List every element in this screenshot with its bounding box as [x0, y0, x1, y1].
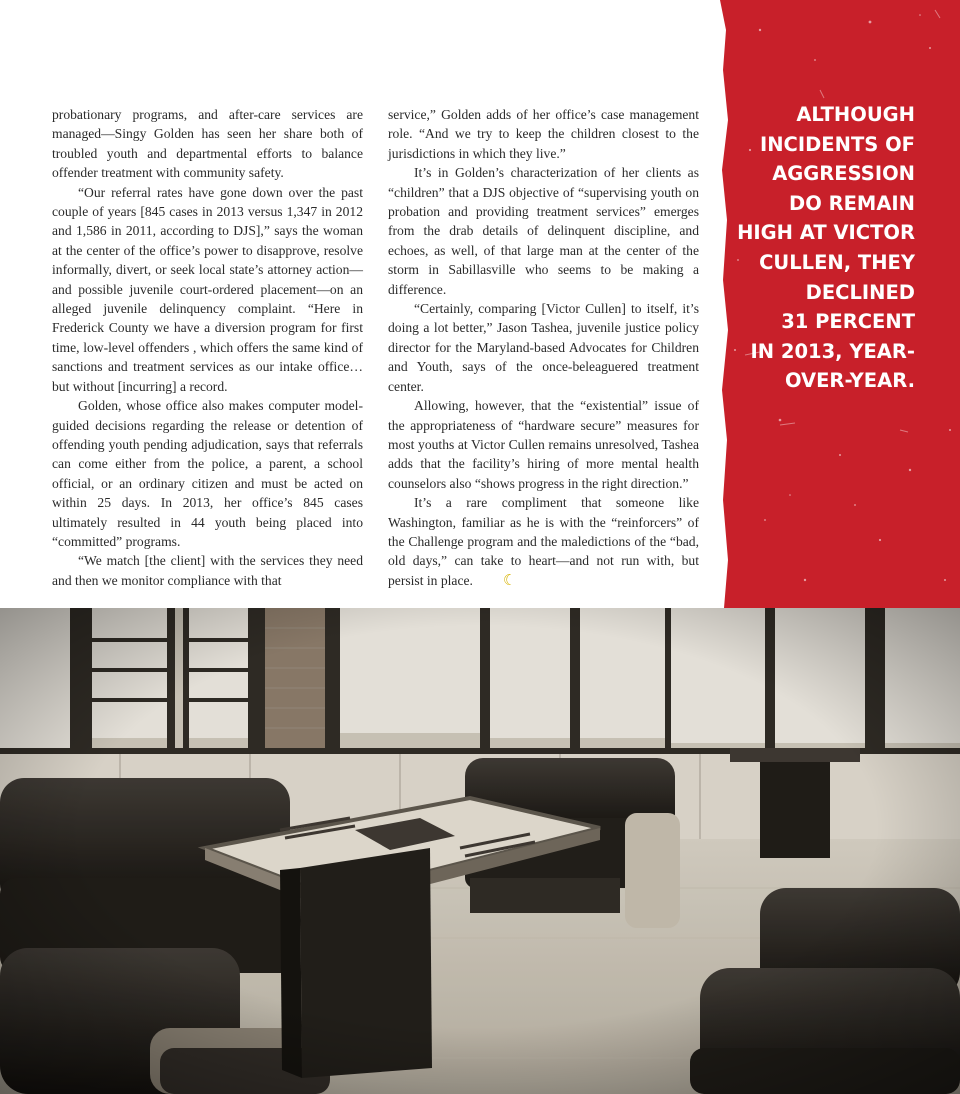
article-paragraph: probationary programs, and after-care services are managed—Singy Golden has seen her share both of troubled youth and departmental efforts to balance offender treatment with community safety. [52, 107, 363, 181]
pull-quote-line: DO REMAIN [789, 191, 915, 215]
pull-quote-line: 31 PERCENT [781, 310, 915, 334]
article-paragraph: “We match [the client] with the services they need and then we monitor compliance with that [52, 553, 363, 588]
pull-quote-line: HIGH AT VICTOR [737, 221, 915, 245]
pull-quote-line: AGGRESSION [772, 162, 915, 186]
lounge-photo [0, 608, 960, 1094]
pull-quote-line: INCIDENTS OF [759, 132, 915, 156]
article-paragraph: Allowing, however, that the “existential” issue of the appropriateness of “hardware secure” measures for most youths at Victor Cullen remains unresolved, Tashea adds that the facility’s hiring of more mental health counselors also “shows progress in the right direction.” [388, 398, 699, 491]
pull-quote [720, 100, 915, 396]
article-last-paragraph [388, 493, 699, 590]
article-paragraph-text: It’s a rare compliment that someone like Washington, familiar as he is with the “reinforcers” of the Challenge program and the maledictions of the “bad, old days,” can take to heart—and not run with, but persist in place. [388, 495, 699, 588]
article-column-middle [388, 105, 699, 590]
article-paragraph: Golden, whose office also makes computer model-guided decisions regarding the release or detention of offending youth pending adjudication, says that referrals can come either from the police, a parent, a school official, or an ordinary citizen and must be acted on within 25 days. In 2013, her office’s 845 cases ultimately resulted in 44 youth being placed into “committed” programs. [52, 398, 363, 549]
article-paragraph: service,” Golden adds of her office’s case management role. “And we try to keep the children closest to the jurisdictions in which they live.” [388, 107, 699, 161]
pull-quote-line: IN 2013, YEAR- [750, 339, 915, 363]
pull-quote-line: OVER-YEAR. [784, 369, 915, 393]
article-paragraph: “Certainly, comparing [Victor Cullen] to itself, it’s doing a lot better,” Jason Tashea, juvenile justice policy director for the Maryland-based Advocates for Children and Youth, says of the once-beleaguered treatment center. [388, 301, 699, 394]
lounge-photo-illustration [0, 608, 960, 1094]
pull-quote-line: ALTHOUGH [796, 103, 915, 126]
article-paragraph: It’s in Golden’s characterization of her clients as “children” that a DJS objective of “supervising youth on probation and providing treatment services” emerges from the drab details of delinquent discipline, and echoes, as well, of that large man at the center of the storm in Sabillasville who seems to be making a difference. [388, 165, 699, 297]
article-column-left [52, 105, 363, 590]
pull-quote-panel [720, 0, 960, 608]
pull-quote-line: DECLINED [805, 280, 915, 304]
article-paragraph: “Our referral rates have gone down over the past couple of years [845 cases in 2013 versus 1,347 in 2012 and 1,586 in 2011, according to DJS],” says the woman at the center of the office’s power to disapprove, resolve informally, divert, or seek local state’s attorney action—and possible juvenile court-ordered placement—on an alleged juvenile delinquency complaint. “Here in Frederick County we have a diversion program for first time, low-level offenders , which offers the same kind of sanctions and treatment services as our intake office… but without [incurring] a record. [52, 184, 363, 394]
crescent-moon-icon: ☾ [502, 572, 517, 589]
pull-quote-line: CULLEN, THEY [759, 250, 915, 274]
